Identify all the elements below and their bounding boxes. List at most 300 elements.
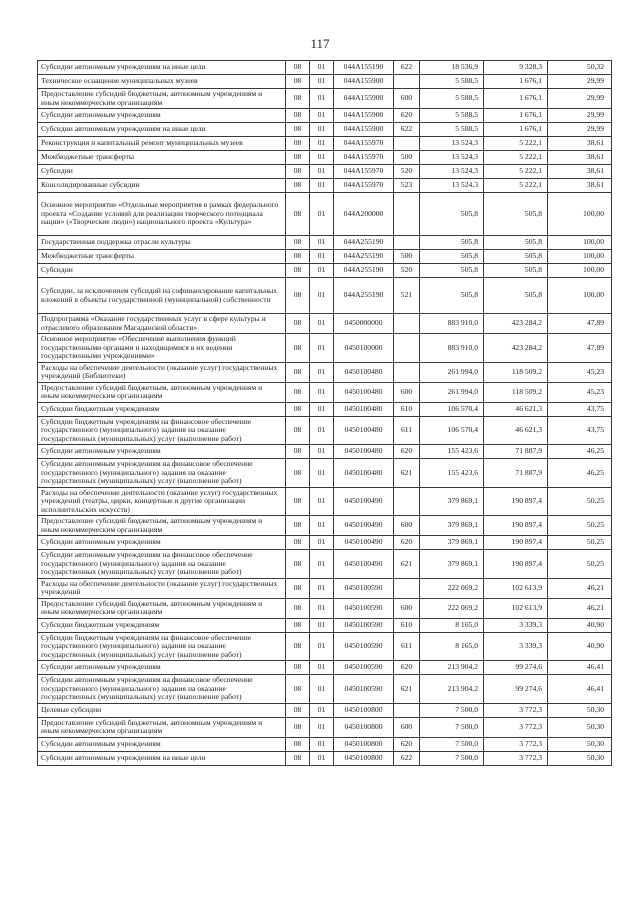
row-percent: 46,21 [548, 578, 612, 598]
row-actual-amount: 71 887,9 [484, 459, 548, 488]
row-name: Субсидии бюджетным учреждениям на финансовое обеспечение государственного (муниципального) задания на оказание государственных (муниципальных) услуг (выполнение работ) [38, 416, 286, 445]
row-section: 08 [286, 179, 310, 193]
row-subsection: 01 [310, 416, 334, 445]
row-subsection: 01 [310, 236, 334, 250]
table-row [38, 402, 612, 416]
row-percent: 29,99 [548, 109, 612, 123]
row-expense-type: 620 [394, 445, 420, 459]
row-target-code: 0450100800 [334, 737, 394, 751]
row-subsection: 01 [310, 362, 334, 382]
row-planned-amount: 7 500,0 [420, 717, 484, 737]
row-planned-amount: 505,8 [420, 264, 484, 278]
row-expense-type: 620 [394, 536, 420, 550]
table-row [38, 362, 612, 382]
row-subsection: 01 [310, 618, 334, 632]
row-percent: 46,41 [548, 661, 612, 675]
row-percent: 43,75 [548, 402, 612, 416]
row-planned-amount: 505,8 [420, 250, 484, 264]
row-section: 08 [286, 737, 310, 751]
row-percent: 50,25 [548, 550, 612, 579]
row-planned-amount: 505,8 [420, 278, 484, 314]
row-subsection: 01 [310, 382, 334, 402]
row-planned-amount: 18 536,9 [420, 61, 484, 75]
row-name: Субсидии бюджетным учреждениям на финансовое обеспечение государственного (муниципального) задания на оказание государственных (муниципальных) услуг (выполнение работ) [38, 632, 286, 661]
table-row [38, 618, 612, 632]
row-expense-type: 600 [394, 717, 420, 737]
row-name: Субсидии автономным учреждениям на иные цели [38, 123, 286, 137]
row-section: 08 [286, 278, 310, 314]
row-planned-amount: 213 904,2 [420, 661, 484, 675]
row-actual-amount: 505,8 [484, 193, 548, 236]
row-section: 08 [286, 459, 310, 488]
row-subsection: 01 [310, 402, 334, 416]
table-body [38, 61, 612, 766]
row-subsection: 01 [310, 661, 334, 675]
row-percent: 50,32 [548, 61, 612, 75]
row-section: 08 [286, 334, 310, 363]
row-actual-amount: 190 897,4 [484, 536, 548, 550]
row-subsection: 01 [310, 165, 334, 179]
row-target-code: 0450100590 [334, 618, 394, 632]
row-planned-amount: 7 500,0 [420, 703, 484, 717]
row-expense-type: 622 [394, 61, 420, 75]
row-planned-amount: 5 588,5 [420, 109, 484, 123]
row-target-code: 0450100590 [334, 578, 394, 598]
row-target-code: 0450100800 [334, 703, 394, 717]
row-section: 08 [286, 632, 310, 661]
row-actual-amount: 71 887,9 [484, 445, 548, 459]
row-planned-amount: 883 910,0 [420, 334, 484, 363]
table-row [38, 737, 612, 751]
row-expense-type: 622 [394, 751, 420, 765]
row-target-code: 044A155970 [334, 137, 394, 151]
row-percent: 47,89 [548, 334, 612, 363]
row-actual-amount: 1 676,1 [484, 75, 548, 89]
row-expense-type [394, 578, 420, 598]
row-planned-amount: 379 869,1 [420, 516, 484, 536]
row-percent: 46,25 [548, 459, 612, 488]
row-planned-amount: 505,8 [420, 236, 484, 250]
row-planned-amount: 13 524,3 [420, 151, 484, 165]
row-expense-type: 610 [394, 402, 420, 416]
row-section: 08 [286, 165, 310, 179]
row-percent: 100,00 [548, 250, 612, 264]
row-target-code: 044A155190 [334, 61, 394, 75]
row-target-code: 0450100590 [334, 661, 394, 675]
row-actual-amount: 46 621,3 [484, 402, 548, 416]
row-actual-amount: 99 274,6 [484, 675, 548, 704]
row-name: Субсидии автономным учреждениям [38, 445, 286, 459]
row-percent: 100,00 [548, 264, 612, 278]
row-percent: 47,89 [548, 314, 612, 334]
row-subsection: 01 [310, 459, 334, 488]
row-expense-type: 610 [394, 618, 420, 632]
table-row [38, 165, 612, 179]
row-name: Расходы на обеспечение деятельности (оказание услуг) государственных учреждений (театры, цирки, концертные и другие организации исполнительских искусств) [38, 487, 286, 516]
row-target-code: 0450100480 [334, 445, 394, 459]
row-actual-amount: 505,8 [484, 250, 548, 264]
row-percent: 50,30 [548, 703, 612, 717]
row-planned-amount: 261 994,0 [420, 382, 484, 402]
row-target-code: 044A155900 [334, 89, 394, 109]
table-row [38, 314, 612, 334]
row-target-code: 044A155970 [334, 179, 394, 193]
row-planned-amount: 379 869,1 [420, 536, 484, 550]
table-row [38, 264, 612, 278]
row-actual-amount: 3 772,3 [484, 703, 548, 717]
table-row [38, 717, 612, 737]
row-planned-amount: 8 165,0 [420, 618, 484, 632]
table-row [38, 179, 612, 193]
row-name: Субсидии автономным учреждениям на иные цели [38, 61, 286, 75]
row-actual-amount: 505,8 [484, 236, 548, 250]
row-percent: 50,25 [548, 516, 612, 536]
row-expense-type [394, 75, 420, 89]
row-section: 08 [286, 362, 310, 382]
row-actual-amount: 9 328,3 [484, 61, 548, 75]
row-section: 08 [286, 717, 310, 737]
row-target-code: 0450100590 [334, 675, 394, 704]
row-expense-type: 600 [394, 89, 420, 109]
row-section: 08 [286, 236, 310, 250]
row-section: 08 [286, 314, 310, 334]
table-row [38, 382, 612, 402]
row-planned-amount: 7 500,0 [420, 737, 484, 751]
row-section: 08 [286, 661, 310, 675]
row-actual-amount: 3 772,3 [484, 717, 548, 737]
row-target-code: 044A155900 [334, 109, 394, 123]
table-row [38, 250, 612, 264]
row-target-code: 044A155970 [334, 165, 394, 179]
table-row [38, 416, 612, 445]
row-subsection: 01 [310, 487, 334, 516]
row-section: 08 [286, 487, 310, 516]
row-planned-amount: 222 069,2 [420, 598, 484, 618]
table-row [38, 578, 612, 598]
row-subsection: 01 [310, 193, 334, 236]
row-percent: 50,25 [548, 487, 612, 516]
row-expense-type [394, 362, 420, 382]
row-subsection: 01 [310, 445, 334, 459]
row-target-code: 0450100590 [334, 632, 394, 661]
table-row [38, 193, 612, 236]
table-row [38, 516, 612, 536]
row-target-code: 0450100490 [334, 516, 394, 536]
row-planned-amount: 222 069,2 [420, 578, 484, 598]
row-actual-amount: 118 509,2 [484, 382, 548, 402]
table-row [38, 278, 612, 314]
row-subsection: 01 [310, 737, 334, 751]
row-percent: 50,30 [548, 737, 612, 751]
row-subsection: 01 [310, 179, 334, 193]
row-actual-amount: 5 222,1 [484, 137, 548, 151]
row-section: 08 [286, 402, 310, 416]
row-percent: 29,99 [548, 89, 612, 109]
row-subsection: 01 [310, 250, 334, 264]
row-expense-type: 520 [394, 165, 420, 179]
table-row [38, 123, 612, 137]
row-subsection: 01 [310, 632, 334, 661]
row-actual-amount: 190 897,4 [484, 487, 548, 516]
row-actual-amount: 102 613,9 [484, 598, 548, 618]
row-planned-amount: 13 524,3 [420, 137, 484, 151]
row-expense-type: 523 [394, 179, 420, 193]
row-name: Межбюджетные трансферты [38, 151, 286, 165]
row-actual-amount: 1 676,1 [484, 123, 548, 137]
row-expense-type: 500 [394, 151, 420, 165]
row-percent: 45,23 [548, 382, 612, 402]
row-planned-amount: 13 524,3 [420, 165, 484, 179]
row-name: Субсидии, за исключением субсидий на софинансирование капитальных вложений в объекты государственной (муниципальной) собственности [38, 278, 286, 314]
row-percent: 38,61 [548, 165, 612, 179]
table-row [38, 751, 612, 765]
row-section: 08 [286, 264, 310, 278]
table-row [38, 89, 612, 109]
row-expense-type: 621 [394, 459, 420, 488]
row-expense-type: 500 [394, 250, 420, 264]
row-name: Предоставление субсидий бюджетным, автономным учреждениям и иным некоммерческим организациям [38, 89, 286, 109]
table-row [38, 334, 612, 363]
row-section: 08 [286, 578, 310, 598]
row-actual-amount: 1 676,1 [484, 109, 548, 123]
row-subsection: 01 [310, 516, 334, 536]
row-actual-amount: 46 621,3 [484, 416, 548, 445]
row-target-code: 044A255190 [334, 264, 394, 278]
row-actual-amount: 505,8 [484, 264, 548, 278]
row-planned-amount: 379 869,1 [420, 487, 484, 516]
row-target-code: 044A155970 [334, 151, 394, 165]
row-expense-type: 620 [394, 109, 420, 123]
row-section: 08 [286, 75, 310, 89]
row-percent: 46,41 [548, 675, 612, 704]
row-expense-type: 620 [394, 661, 420, 675]
row-percent: 38,61 [548, 137, 612, 151]
row-name: Субсидии автономным учреждениям на финансовое обеспечение государственного (муниципального) задания на оказание государственных (муниципальных) услуг (выполнение работ) [38, 675, 286, 704]
row-percent: 100,00 [548, 236, 612, 250]
row-percent: 40,90 [548, 618, 612, 632]
row-subsection: 01 [310, 61, 334, 75]
row-target-code: 0450100480 [334, 416, 394, 445]
row-name: Субсидии автономным учреждениям [38, 661, 286, 675]
row-actual-amount: 505,8 [484, 278, 548, 314]
row-name: Субсидии автономным учреждениям на иные цели [38, 751, 286, 765]
row-target-code: 044A155900 [334, 123, 394, 137]
row-name: Субсидии автономным учреждениям [38, 536, 286, 550]
row-expense-type [394, 193, 420, 236]
row-planned-amount: 13 524,3 [420, 179, 484, 193]
table-row [38, 487, 612, 516]
row-target-code: 044A200000 [334, 193, 394, 236]
row-name: Предоставление субсидий бюджетным, автономным учреждениям и иным некоммерческим организациям [38, 382, 286, 402]
table-row [38, 137, 612, 151]
row-target-code: 0450100490 [334, 487, 394, 516]
row-subsection: 01 [310, 89, 334, 109]
row-expense-type: 521 [394, 278, 420, 314]
row-subsection: 01 [310, 109, 334, 123]
row-actual-amount: 5 222,1 [484, 179, 548, 193]
row-percent: 100,00 [548, 278, 612, 314]
table-row [38, 536, 612, 550]
row-section: 08 [286, 703, 310, 717]
row-actual-amount: 1 676,1 [484, 89, 548, 109]
row-target-code: 0450100800 [334, 717, 394, 737]
row-actual-amount: 3 772,3 [484, 751, 548, 765]
table-row [38, 109, 612, 123]
row-expense-type [394, 334, 420, 363]
row-planned-amount: 8 165,0 [420, 632, 484, 661]
row-section: 08 [286, 516, 310, 536]
row-subsection: 01 [310, 75, 334, 89]
row-planned-amount: 106 570,4 [420, 402, 484, 416]
row-actual-amount: 3 339,3 [484, 618, 548, 632]
row-planned-amount: 106 570,4 [420, 416, 484, 445]
table-row [38, 550, 612, 579]
row-percent: 46,21 [548, 598, 612, 618]
row-target-code: 0450100480 [334, 459, 394, 488]
row-subsection: 01 [310, 578, 334, 598]
row-section: 08 [286, 416, 310, 445]
row-expense-type: 600 [394, 382, 420, 402]
row-section: 08 [286, 445, 310, 459]
row-name: Предоставление субсидий бюджетным, автономным учреждениям и иным некоммерческим организациям [38, 516, 286, 536]
row-percent: 50,30 [548, 751, 612, 765]
row-expense-type: 622 [394, 123, 420, 137]
row-name: Техническое оснащение муниципальных музеев [38, 75, 286, 89]
row-subsection: 01 [310, 278, 334, 314]
row-subsection: 01 [310, 717, 334, 737]
row-name: Основное мероприятие «Обеспечение выполнения функций государственными органами и находящимися в их ведении государственными учреждениями» [38, 334, 286, 363]
row-planned-amount: 213 904,2 [420, 675, 484, 704]
row-target-code: 0450100590 [334, 598, 394, 618]
row-name: Расходы на обеспечение деятельности (оказание услуг) государственных учреждений (Библиотеки) [38, 362, 286, 382]
table-row [38, 661, 612, 675]
row-planned-amount: 379 869,1 [420, 550, 484, 579]
table-row [38, 675, 612, 704]
table-row [38, 632, 612, 661]
row-target-code: 0450100800 [334, 751, 394, 765]
row-percent: 43,75 [548, 416, 612, 445]
row-section: 08 [286, 598, 310, 618]
row-expense-type: 621 [394, 675, 420, 704]
budget-table [37, 60, 612, 766]
row-section: 08 [286, 536, 310, 550]
row-section: 08 [286, 109, 310, 123]
row-section: 08 [286, 751, 310, 765]
row-target-code: 0450100480 [334, 402, 394, 416]
row-target-code: 0450100000 [334, 334, 394, 363]
table-row [38, 703, 612, 717]
row-subsection: 01 [310, 703, 334, 717]
row-planned-amount: 5 588,5 [420, 89, 484, 109]
row-subsection: 01 [310, 751, 334, 765]
row-target-code: 0450000000 [334, 314, 394, 334]
row-subsection: 01 [310, 334, 334, 363]
row-section: 08 [286, 550, 310, 579]
row-subsection: 01 [310, 598, 334, 618]
row-name: Государственная поддержка отрасли культуры [38, 236, 286, 250]
table-row [38, 61, 612, 75]
row-percent: 38,61 [548, 179, 612, 193]
row-target-code: 0450100480 [334, 382, 394, 402]
row-actual-amount: 3 339,3 [484, 632, 548, 661]
row-subsection: 01 [310, 536, 334, 550]
row-section: 08 [286, 61, 310, 75]
row-name: Субсидии автономным учреждениям [38, 109, 286, 123]
row-target-code: 0450100490 [334, 536, 394, 550]
row-section: 08 [286, 675, 310, 704]
page-number: 117 [310, 36, 330, 51]
row-name: Субсидии бюджетным учреждениям [38, 618, 286, 632]
row-planned-amount: 5 588,5 [420, 75, 484, 89]
row-name: Субсидии автономным учреждениям [38, 737, 286, 751]
table-row [38, 236, 612, 250]
row-percent: 40,90 [548, 632, 612, 661]
row-name: Основное мероприятие «Отдельные мероприятия в рамках федерального проекта «Создание условий для реализации творческого потенциала нации» («Творческие люди») национального проекта «Культура» [38, 193, 286, 236]
row-expense-type [394, 314, 420, 334]
row-expense-type: 520 [394, 264, 420, 278]
row-actual-amount: 190 897,4 [484, 516, 548, 536]
row-actual-amount: 99 274,6 [484, 661, 548, 675]
row-name: Расходы на обеспечение деятельности (оказание услуг) государственных учреждений [38, 578, 286, 598]
row-section: 08 [286, 250, 310, 264]
row-name: Предоставление субсидий бюджетным, автономным учреждениям и иным некоммерческим организациям [38, 717, 286, 737]
row-name: Предоставление субсидий бюджетным, автономным учреждениям и иным некоммерческим организациям [38, 598, 286, 618]
row-name: Субсидии [38, 264, 286, 278]
row-actual-amount: 5 222,1 [484, 165, 548, 179]
row-target-code: 0450100490 [334, 550, 394, 579]
row-expense-type [394, 487, 420, 516]
row-name: Межбюджетные трансферты [38, 250, 286, 264]
row-section: 08 [286, 193, 310, 236]
row-name: Подпрограмма «Оказание государственных услуг в сфере культуры и отраслевого образования Магаданской области» [38, 314, 286, 334]
row-actual-amount: 102 613,9 [484, 578, 548, 598]
row-percent: 50,30 [548, 717, 612, 737]
row-subsection: 01 [310, 123, 334, 137]
table-row [38, 75, 612, 89]
row-actual-amount: 190 897,4 [484, 550, 548, 579]
row-section: 08 [286, 151, 310, 165]
row-expense-type: 620 [394, 737, 420, 751]
row-percent: 46,25 [548, 445, 612, 459]
row-subsection: 01 [310, 151, 334, 165]
row-subsection: 01 [310, 675, 334, 704]
row-planned-amount: 155 423,6 [420, 459, 484, 488]
row-target-code: 044A155900 [334, 75, 394, 89]
row-percent: 38,61 [548, 151, 612, 165]
row-expense-type [394, 236, 420, 250]
row-name: Субсидии автономным учреждениям на финансовое обеспечение государственного (муниципального) задания на оказание государственных (муниципальных) услуг (выполнение работ) [38, 459, 286, 488]
row-subsection: 01 [310, 264, 334, 278]
row-actual-amount: 3 772,3 [484, 737, 548, 751]
row-planned-amount: 155 423,6 [420, 445, 484, 459]
row-section: 08 [286, 89, 310, 109]
row-expense-type: 600 [394, 598, 420, 618]
row-name: Реконструкция и капитальный ремонт муниципальных музеев [38, 137, 286, 151]
row-section: 08 [286, 137, 310, 151]
row-expense-type [394, 137, 420, 151]
row-expense-type: 611 [394, 632, 420, 661]
row-actual-amount: 423 284,2 [484, 334, 548, 363]
row-expense-type [394, 703, 420, 717]
row-percent: 45,23 [548, 362, 612, 382]
table-row [38, 151, 612, 165]
row-target-code: 044A255190 [334, 250, 394, 264]
row-expense-type: 600 [394, 516, 420, 536]
row-percent: 50,25 [548, 536, 612, 550]
row-planned-amount: 505,8 [420, 193, 484, 236]
row-name: Консолидированные субсидии [38, 179, 286, 193]
row-name: Субсидии [38, 165, 286, 179]
